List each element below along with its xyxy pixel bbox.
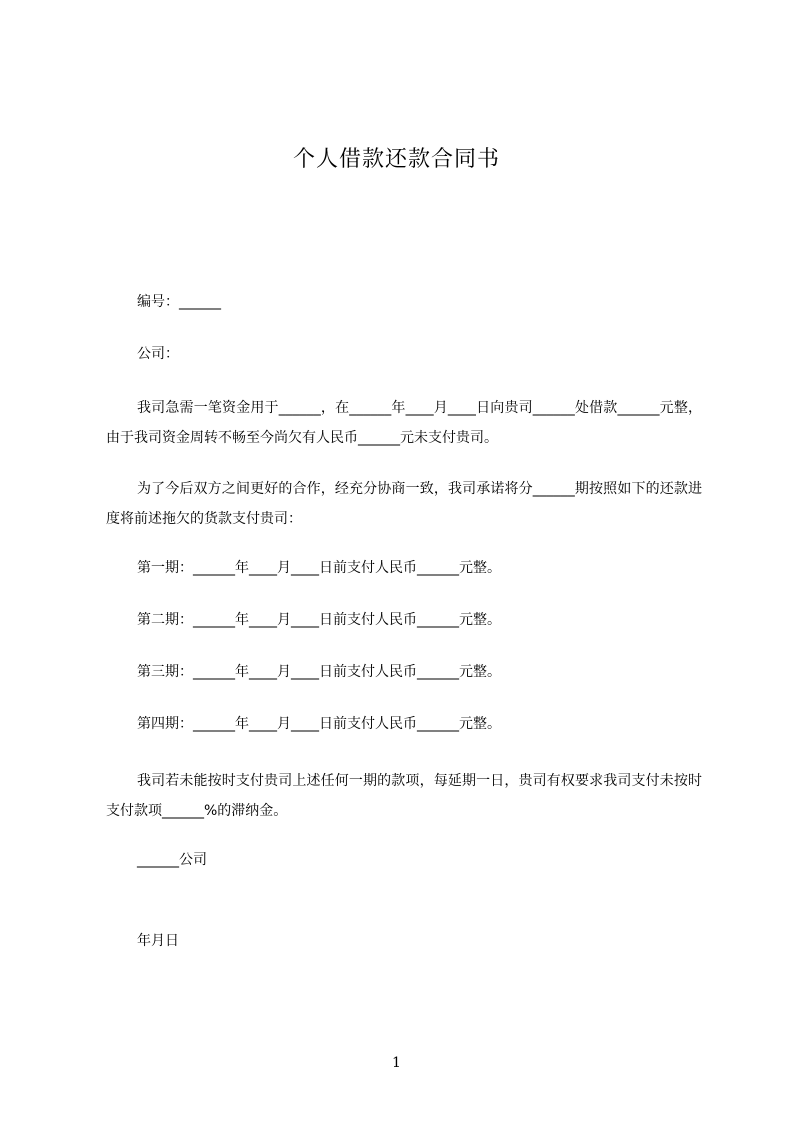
installment-3: 第三期：______年____月____日前支付人民币______元整。 [137, 664, 501, 680]
paragraph-late-fee: 我司若未能按时支付贵司上述任何一期的款项，每延期一日，贵司有权要求我司支付未按时支付款项______%的滞纳金。 [106, 773, 702, 819]
paragraph-repayment-plan: 为了今后双方之间更好的合作，经充分协商一致，我司承诺将分______期按照如下的还款进度将前述拖欠的货款支付贵司： [106, 481, 702, 527]
installment-4: 第四期：______年____月____日前支付人民币______元整。 [137, 716, 501, 732]
page-number: 1 [392, 1055, 401, 1071]
signature-company: ______公司 [137, 852, 207, 868]
signature-date: 年月日 [137, 933, 179, 949]
installment-2: 第二期：______年____月____日前支付人民币______元整。 [137, 612, 501, 628]
installment-1: 第一期：______年____月____日前支付人民币______元整。 [137, 560, 501, 576]
recipient-company: 公司： [137, 346, 179, 362]
paragraph-loan-description: 我司急需一笔资金用于______，在______年____月____日向贵司______处借款______元整，由于我司资金周转不畅至今尚欠有人民币______元未支付贵司。 [106, 400, 702, 446]
contract-number: 编号：______ [137, 294, 221, 310]
document-title: 个人借款还款合同书 [292, 147, 500, 172]
